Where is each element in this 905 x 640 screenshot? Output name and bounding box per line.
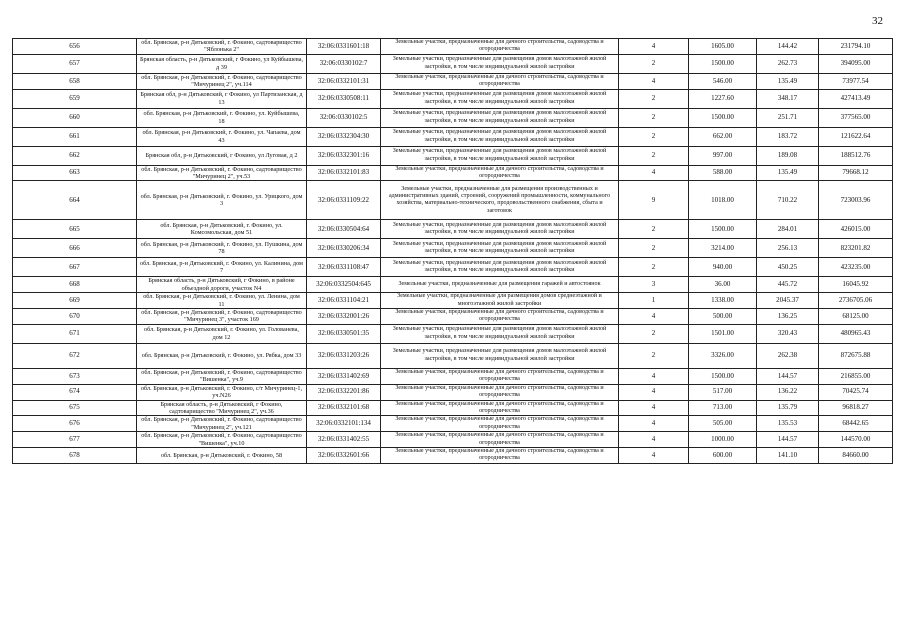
group-number: 2 bbox=[619, 108, 689, 127]
cadastral-number: 32:06:0332601:66 bbox=[307, 447, 381, 463]
plot-address: обл. Брянская, р-н Дятьковский, г. Фокино, ул. Куйбышева, 18 bbox=[137, 108, 307, 127]
cadastral-value: 823201.82 bbox=[819, 239, 893, 258]
table-row bbox=[13, 384, 893, 400]
group-number: 4 bbox=[619, 416, 689, 432]
specific-value: 141.10 bbox=[757, 447, 819, 463]
row-number: 672 bbox=[13, 343, 137, 368]
specific-value: 320.43 bbox=[757, 324, 819, 343]
specific-value: 450.25 bbox=[757, 258, 819, 277]
plot-area: 713.00 bbox=[689, 400, 757, 416]
row-number: 675 bbox=[13, 400, 137, 416]
land-use-type: Земельные участки, предназначенные для размещения домов малоэтажной жилой застройки, в том числе индивидуальной жилой застройки bbox=[381, 89, 619, 108]
land-use-type: Земельные участки, предназначенные для размещения домов малоэтажной жилой застройки, в том числе индивидуальной жилой застройки bbox=[381, 54, 619, 73]
cadastral-value: 70425.74 bbox=[819, 384, 893, 400]
cadastral-number: 32:06:0332101:68 bbox=[307, 400, 381, 416]
cadastral-number: 32:06:0330102:5 bbox=[307, 108, 381, 127]
specific-value: 144.57 bbox=[757, 432, 819, 448]
plot-area: 36.00 bbox=[689, 277, 757, 293]
plot-area: 997.00 bbox=[689, 146, 757, 165]
table-row bbox=[13, 127, 893, 146]
row-number: 669 bbox=[13, 293, 137, 309]
plot-area: 505.00 bbox=[689, 416, 757, 432]
plot-area: 546.00 bbox=[689, 73, 757, 89]
cadastral-value: 377565.00 bbox=[819, 108, 893, 127]
table-row bbox=[13, 400, 893, 416]
group-number: 4 bbox=[619, 432, 689, 448]
land-use-type: Земельные участки, предназначенные для дачного строительства, садоводства и огородничества bbox=[381, 432, 619, 448]
cadastral-number: 32:06:0332001:26 bbox=[307, 309, 381, 325]
land-use-type: Земельные участки, предназначенные для дачного строительства, садоводства и огородничества bbox=[381, 400, 619, 416]
group-number: 2 bbox=[619, 239, 689, 258]
land-use-type: Земельные участки, предназначенные для размещения производственных и административных зданий, строений, сооружений промышленности, коммунального хозяйства, материально-технического, продовольственного снабжения, сбыта и заготовок bbox=[381, 181, 619, 220]
plot-address: Брянская обл, р-н Дятьковский, г Фокино, ул Луговая, д 2 bbox=[137, 146, 307, 165]
plot-area: 3214.00 bbox=[689, 239, 757, 258]
land-use-type: Земельные участки, предназначенные для размещения домов малоэтажной жилой застройки, в том числе индивидуальной жилой застройки bbox=[381, 343, 619, 368]
table-row bbox=[13, 447, 893, 463]
plot-area: 3326.00 bbox=[689, 343, 757, 368]
table-row bbox=[13, 181, 893, 220]
row-number: 661 bbox=[13, 127, 137, 146]
cadastral-value: 480965.43 bbox=[819, 324, 893, 343]
row-number: 671 bbox=[13, 324, 137, 343]
group-number: 4 bbox=[619, 384, 689, 400]
plot-address: обл. Брянская, р-н Дятьковский, г. Фокино, садтоварищество "Яблонька 2" bbox=[137, 39, 307, 55]
cadastral-number: 32:06:0331109:22 bbox=[307, 181, 381, 220]
group-number: 4 bbox=[619, 73, 689, 89]
plot-address: обл. Брянская, р-н Дятьковский, г. Фокино, 58 bbox=[137, 447, 307, 463]
plot-area: 1338.00 bbox=[689, 293, 757, 309]
plot-address: обл. Брянская, р-н Дятьковский, г. Фокино, садтоварищество "Мичуринец 2", уч.53 bbox=[137, 165, 307, 181]
land-use-type: Земельные участки, предназначенные для дачного строительства, садоводства и огородничества bbox=[381, 73, 619, 89]
specific-value: 183.72 bbox=[757, 127, 819, 146]
cadastral-value: 423235.00 bbox=[819, 258, 893, 277]
specific-value: 135.49 bbox=[757, 165, 819, 181]
table-row bbox=[13, 258, 893, 277]
cadastral-value: 68442.65 bbox=[819, 416, 893, 432]
plot-address: Брянская обл, р-н Дятьковский, г Фокино, ул Партизанская, д 13 bbox=[137, 89, 307, 108]
row-number: 659 bbox=[13, 89, 137, 108]
table-row bbox=[13, 165, 893, 181]
land-use-type: Земельные участки, предназначенные для дачного строительства, садоводства и огородничества bbox=[381, 416, 619, 432]
table-row bbox=[13, 39, 893, 55]
land-use-type: Земельные участки, предназначенные для размещения гаражей и автостоянок bbox=[381, 277, 619, 293]
cadastral-number: 32:06:0332504:645 bbox=[307, 277, 381, 293]
group-number: 2 bbox=[619, 127, 689, 146]
specific-value: 135.53 bbox=[757, 416, 819, 432]
land-use-type: Земельные участки, предназначенные для дачного строительства, садоводства и огородничества bbox=[381, 447, 619, 463]
group-number: 2 bbox=[619, 343, 689, 368]
group-number: 4 bbox=[619, 447, 689, 463]
specific-value: 136.25 bbox=[757, 309, 819, 325]
plot-address: Брянская область, р-н Дятьковский, г Фокино, садтоварищество "Мичуринец 2", уч.36 bbox=[137, 400, 307, 416]
row-number: 678 bbox=[13, 447, 137, 463]
specific-value: 262.38 bbox=[757, 343, 819, 368]
plot-area: 1018.00 bbox=[689, 181, 757, 220]
table-row bbox=[13, 108, 893, 127]
specific-value: 348.17 bbox=[757, 89, 819, 108]
group-number: 2 bbox=[619, 146, 689, 165]
specific-value: 135.49 bbox=[757, 73, 819, 89]
cadastral-number: 32:06:0331108:47 bbox=[307, 258, 381, 277]
plot-address: обл. Брянская, р-н Дятьковский, г. Фокино, ул. Голованева, дом 12 bbox=[137, 324, 307, 343]
table-body bbox=[13, 39, 893, 464]
cadastral-number: 32:06:0330206:34 bbox=[307, 239, 381, 258]
specific-value: 2045.37 bbox=[757, 293, 819, 309]
plot-area: 588.00 bbox=[689, 165, 757, 181]
plot-address: обл. Брянская, р-н Дятьковский, г. Фокино, садтоварищество "Вишенка", уч.9 bbox=[137, 368, 307, 384]
page-number: 32 bbox=[872, 15, 883, 27]
land-use-type: Земельные участки, предназначенные для размещения домов малоэтажной жилой застройки, в том числе индивидуальной жилой застройки bbox=[381, 127, 619, 146]
plot-area: 1501.00 bbox=[689, 324, 757, 343]
specific-value: 189.08 bbox=[757, 146, 819, 165]
plot-area: 1500.00 bbox=[689, 54, 757, 73]
specific-value: 144.57 bbox=[757, 368, 819, 384]
row-number: 674 bbox=[13, 384, 137, 400]
table-row bbox=[13, 368, 893, 384]
cadastral-number: 32:06:0332101:134 bbox=[307, 416, 381, 432]
row-number: 666 bbox=[13, 239, 137, 258]
row-number: 665 bbox=[13, 220, 137, 239]
land-use-type: Земельные участки, предназначенные для размещения домов среднеэтажной и многоэтажной жилой застройки bbox=[381, 293, 619, 309]
row-number: 677 bbox=[13, 432, 137, 448]
land-use-type: Земельные участки, предназначенные для дачного строительства, садоводства и огородничества bbox=[381, 39, 619, 55]
plot-area: 500.00 bbox=[689, 309, 757, 325]
cadastral-number: 32:06:0330508:11 bbox=[307, 89, 381, 108]
cadastral-value: 16045.92 bbox=[819, 277, 893, 293]
cadastral-number: 32:06:0330501:35 bbox=[307, 324, 381, 343]
row-number: 660 bbox=[13, 108, 137, 127]
plot-address: обл. Брянская, р-н Дятьковский, г. Фокино, садтоварищество "Мичуринец 2", уч.121 bbox=[137, 416, 307, 432]
plot-area: 662.00 bbox=[689, 127, 757, 146]
table-row bbox=[13, 89, 893, 108]
table-row bbox=[13, 54, 893, 73]
row-number: 657 bbox=[13, 54, 137, 73]
specific-value: 445.72 bbox=[757, 277, 819, 293]
plot-address: обл. Брянская, р-н Дятьковский, г. Фокино, садтоварищество "Мичуринец 3", участок 169 bbox=[137, 309, 307, 325]
row-number: 656 bbox=[13, 39, 137, 55]
cadastral-value: 79668.12 bbox=[819, 165, 893, 181]
group-number: 3 bbox=[619, 277, 689, 293]
row-number: 667 bbox=[13, 258, 137, 277]
plot-address: Брянская область, р-н Дятьковский, г Фокино, в районе объездной дороги, участок N4 bbox=[137, 277, 307, 293]
plot-address: обл. Брянская, р-н Дятьковский, г. Фокино, садтоварищество "Мичуринец 2", уч.114 bbox=[137, 73, 307, 89]
group-number: 2 bbox=[619, 324, 689, 343]
plot-area: 1227.60 bbox=[689, 89, 757, 108]
table-row bbox=[13, 146, 893, 165]
cadastral-value: 84660.00 bbox=[819, 447, 893, 463]
table-row bbox=[13, 73, 893, 89]
land-use-type: Земельные участки, предназначенные для размещения домов малоэтажной жилой застройки, в том числе индивидуальной жилой застройки bbox=[381, 220, 619, 239]
cadastral-number: 32:06:0331402:55 bbox=[307, 432, 381, 448]
cadastral-value: 427413.49 bbox=[819, 89, 893, 108]
cadastral-value: 121622.64 bbox=[819, 127, 893, 146]
plot-area: 517.00 bbox=[689, 384, 757, 400]
cadastral-number: 32:06:0331203:26 bbox=[307, 343, 381, 368]
table-row bbox=[13, 239, 893, 258]
specific-value: 251.71 bbox=[757, 108, 819, 127]
cadastral-number: 32:06:0330102:7 bbox=[307, 54, 381, 73]
group-number: 1 bbox=[619, 293, 689, 309]
row-number: 658 bbox=[13, 73, 137, 89]
specific-value: 284.01 bbox=[757, 220, 819, 239]
group-number: 4 bbox=[619, 39, 689, 55]
cadastral-number: 32:06:0332101:83 bbox=[307, 165, 381, 181]
specific-value: 136.22 bbox=[757, 384, 819, 400]
cadastral-number: 32:06:0331104:21 bbox=[307, 293, 381, 309]
row-number: 670 bbox=[13, 309, 137, 325]
cadastral-number: 32:06:0331402:69 bbox=[307, 368, 381, 384]
table-row bbox=[13, 293, 893, 309]
table-row bbox=[13, 432, 893, 448]
cadastral-value: 2736705.06 bbox=[819, 293, 893, 309]
plot-area: 1500.00 bbox=[689, 108, 757, 127]
row-number: 673 bbox=[13, 368, 137, 384]
cadastral-value: 872675.88 bbox=[819, 343, 893, 368]
group-number: 4 bbox=[619, 309, 689, 325]
land-use-type: Земельные участки, предназначенные для дачного строительства, садоводства и огородничества bbox=[381, 384, 619, 400]
group-number: 2 bbox=[619, 258, 689, 277]
plot-address: обл. Брянская, р-н Дятьковский, г. Фокино, ул. Калинина, дом 7 bbox=[137, 258, 307, 277]
specific-value: 135.79 bbox=[757, 400, 819, 416]
plot-area: 600.00 bbox=[689, 447, 757, 463]
table-row bbox=[13, 324, 893, 343]
cadastral-value: 144570.00 bbox=[819, 432, 893, 448]
plot-address: обл. Брянская, р-н Дятьковский, г. Фокино, ул. Чапаева, дом 43 bbox=[137, 127, 307, 146]
cadastral-number: 32:06:0332304:30 bbox=[307, 127, 381, 146]
cadastral-value: 96818.27 bbox=[819, 400, 893, 416]
specific-value: 262.73 bbox=[757, 54, 819, 73]
specific-value: 710.22 bbox=[757, 181, 819, 220]
plot-address: обл. Брянская, р-н Дятьковский, г. Фокино, ул. Комсомольская, дом 51 bbox=[137, 220, 307, 239]
table-row bbox=[13, 309, 893, 325]
plot-address: обл. Брянская, р-н Дятьковский, г. Фокино, ул. Урицкого, дом 3 bbox=[137, 181, 307, 220]
cadastral-number: 32:06:0332301:16 bbox=[307, 146, 381, 165]
table-row bbox=[13, 416, 893, 432]
group-number: 2 bbox=[619, 54, 689, 73]
plot-address: обл. Брянская, р-н Дятьковский, г. Фокино, ул. Пушкина, дом 78 bbox=[137, 239, 307, 258]
land-use-type: Земельные участки, предназначенные для дачного строительства, садоводства и огородничества bbox=[381, 165, 619, 181]
plot-area: 1500.00 bbox=[689, 220, 757, 239]
plot-address: обл. Брянская, р-н Дятьковский, г. Фокино, садтоварищество "Вишенка", уч.10 bbox=[137, 432, 307, 448]
plot-area: 1500.00 bbox=[689, 368, 757, 384]
plot-address: обл. Брянская, р-н Дятьковский, г. Фокино, ул. Рябка, дом 33 bbox=[137, 343, 307, 368]
land-use-type: Земельные участки, предназначенные для дачного строительства, садоводства и огородничества bbox=[381, 368, 619, 384]
plot-area: 1605.00 bbox=[689, 39, 757, 55]
group-number: 2 bbox=[619, 220, 689, 239]
cadastral-value: 73977.54 bbox=[819, 73, 893, 89]
plot-area: 1000.00 bbox=[689, 432, 757, 448]
plot-address: Брянская область, р-н Дятьковский, г Фокино, ул Куйбышева, д 39 bbox=[137, 54, 307, 73]
cadastral-value: 188512.76 bbox=[819, 146, 893, 165]
cadastral-number: 32:06:0332101:31 bbox=[307, 73, 381, 89]
land-use-type: Земельные участки, предназначенные для размещения домов малоэтажной жилой застройки, в том числе индивидуальной жилой застройки bbox=[381, 239, 619, 258]
land-plots-table bbox=[12, 38, 893, 464]
table-row bbox=[13, 343, 893, 368]
row-number: 662 bbox=[13, 146, 137, 165]
cadastral-value: 68125.00 bbox=[819, 309, 893, 325]
land-use-type: Земельные участки, предназначенные для дачного строительства, садоводства и огородничества bbox=[381, 309, 619, 325]
cadastral-value: 723003.96 bbox=[819, 181, 893, 220]
land-use-type: Земельные участки, предназначенные для размещения домов малоэтажной жилой застройки, в том числе индивидуальной жилой застройки bbox=[381, 108, 619, 127]
specific-value: 256.13 bbox=[757, 239, 819, 258]
row-number: 676 bbox=[13, 416, 137, 432]
plot-area: 940.00 bbox=[689, 258, 757, 277]
group-number: 2 bbox=[619, 89, 689, 108]
plot-address: обл. Брянская, р-н Дятьковский, г. Фокино, с/т Мичуринец-1, уч.N26 bbox=[137, 384, 307, 400]
land-use-type: Земельные участки, предназначенные для размещения домов малоэтажной жилой застройки, в том числе индивидуальной жилой застройки bbox=[381, 324, 619, 343]
cadastral-value: 394095.00 bbox=[819, 54, 893, 73]
specific-value: 144.42 bbox=[757, 39, 819, 55]
group-number: 4 bbox=[619, 165, 689, 181]
cadastral-number: 32:06:0330504:64 bbox=[307, 220, 381, 239]
land-use-type: Земельные участки, предназначенные для размещения домов малоэтажной жилой застройки, в том числе индивидуальной жилой застройки bbox=[381, 146, 619, 165]
row-number: 668 bbox=[13, 277, 137, 293]
cadastral-number: 32:06:0331601:18 bbox=[307, 39, 381, 55]
cadastral-number: 32:06:0332201:86 bbox=[307, 384, 381, 400]
group-number: 4 bbox=[619, 368, 689, 384]
cadastral-value: 426015.00 bbox=[819, 220, 893, 239]
land-use-type: Земельные участки, предназначенные для размещения домов малоэтажной жилой застройки, в том числе индивидуальной жилой застройки bbox=[381, 258, 619, 277]
cadastral-value: 231794.10 bbox=[819, 39, 893, 55]
row-number: 664 bbox=[13, 181, 137, 220]
group-number: 4 bbox=[619, 400, 689, 416]
row-number: 663 bbox=[13, 165, 137, 181]
table-row bbox=[13, 220, 893, 239]
plot-address: обл. Брянская, р-н Дятьковский, г. Фокино, ул. Ленина, дом 11 bbox=[137, 293, 307, 309]
group-number: 9 bbox=[619, 181, 689, 220]
table-row bbox=[13, 277, 893, 293]
cadastral-value: 216855.00 bbox=[819, 368, 893, 384]
